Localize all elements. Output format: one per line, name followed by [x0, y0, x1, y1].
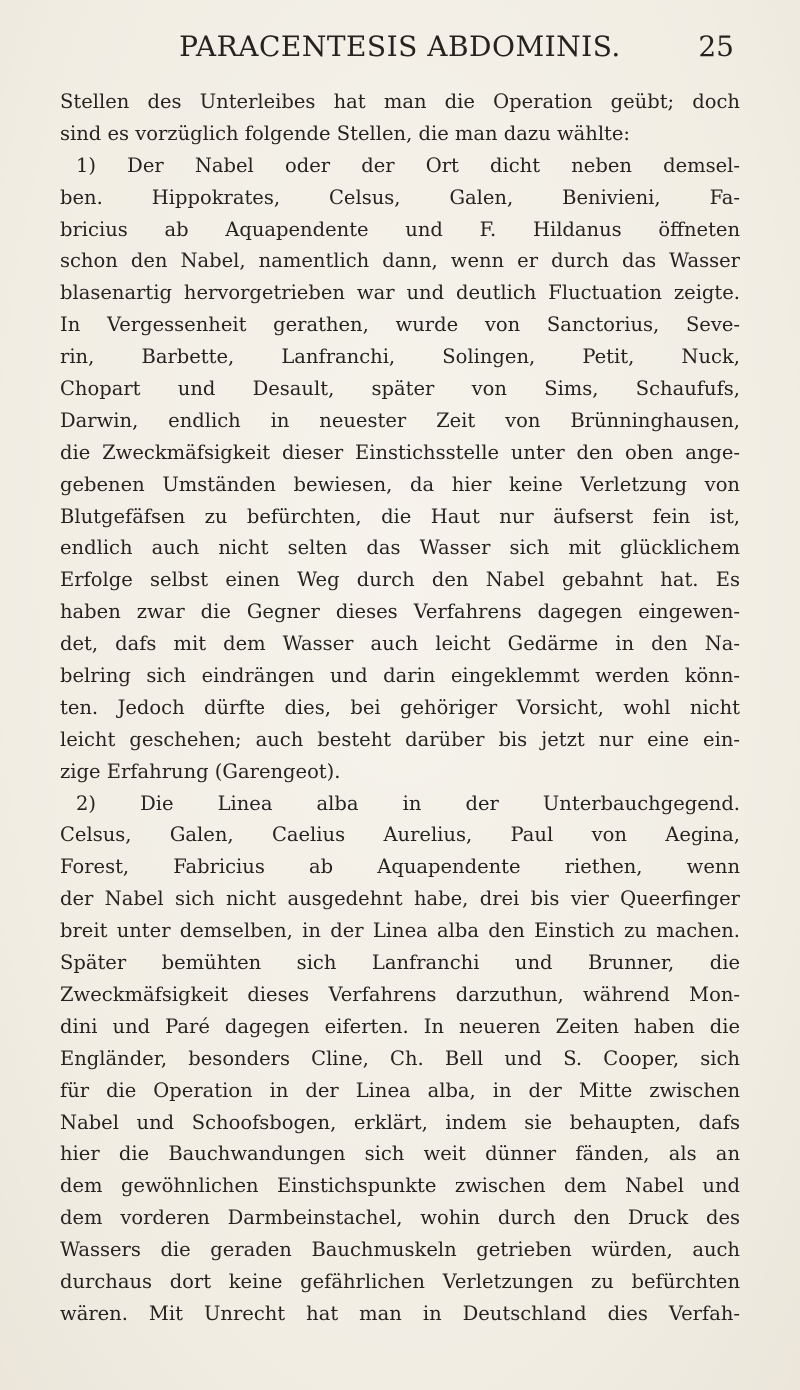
- text-line: Celsus, Galen, Caelius Aurelius, Paul von Aegina,: [60, 823, 740, 847]
- text-line: gebenen Umständen bewiesen, da hier keine Verletzung von: [60, 472, 740, 496]
- text-line: zige Erfahrung (Garengeot).: [60, 759, 341, 783]
- text-line: blasenartig hervorgetrieben war und deutlich Fluctuation zeigte.: [60, 281, 740, 305]
- text-line: dini und Paré dagegen eiferten. In neueren Zeiten haben die: [60, 1014, 740, 1038]
- text-line: 1) Der Nabel oder der Ort dicht neben demsel-: [76, 153, 740, 177]
- text-line: belring sich eindrängen und darin eingeklemmt werden könn-: [60, 664, 740, 688]
- text-line: Chopart und Desault, später von Sims, Schaufufs,: [60, 377, 740, 401]
- text-line: Später bemühten sich Lanfranchi und Brunner, die: [60, 951, 740, 975]
- text-line: Nabel und Schoofsbogen, erklärt, indem sie behaupten, dafs: [60, 1110, 740, 1134]
- text-line: Wassers die geraden Bauchmuskeln getrieben würden, auch: [60, 1238, 740, 1262]
- text-line: Erfolge selbst einen Weg durch den Nabel gebahnt hat. Es: [60, 568, 740, 592]
- text-line: bricius ab Aquapendente und F. Hildanus öffneten: [60, 217, 740, 241]
- text-line: ten. Jedoch dürfte dies, bei gehöriger Vorsicht, wohl nicht: [60, 695, 740, 719]
- text-line: der Nabel sich nicht ausgedehnt habe, drei bis vier Queerfinger: [60, 887, 740, 911]
- text-line: hier die Bauchwandungen sich weit dünner fänden, als an: [60, 1142, 740, 1166]
- text-line: für die Operation in der Linea alba, in der Mitte zwischen: [60, 1078, 740, 1102]
- text-line: Darwin, endlich in neuester Zeit von Brünninghausen,: [60, 408, 740, 432]
- text-line: Blutgefäfsen zu befürchten, die Haut nur äufserst fein ist,: [60, 504, 740, 528]
- text-line: det, dafs mit dem Wasser auch leicht Gedärme in den Na-: [60, 632, 740, 656]
- text-line: Stellen des Unterleibes hat man die Operation geübt; doch: [60, 90, 740, 113]
- text-line: dem vorderen Darmbeinstachel, wohin durch den Druck des: [60, 1206, 740, 1230]
- text-line: leicht geschehen; auch besteht darüber bis jetzt nur eine ein-: [60, 727, 740, 751]
- text-line: ben. Hippokrates, Celsus, Galen, Benivieni, Fa-: [60, 185, 740, 209]
- text-line: Forest, Fabricius ab Aquapendente riethen, wenn: [60, 855, 740, 879]
- text-line: rin, Barbette, Lanfranchi, Solingen, Petit, Nuck,: [60, 345, 740, 369]
- text-line: In Vergessenheit gerathen, wurde von Sanctorius, Seve-: [60, 313, 740, 337]
- text-line: wären. Mit Unrecht hat man in Deutschland dies Verfah-: [60, 1301, 740, 1325]
- text-line: endlich auch nicht selten das Wasser sich mit glücklichem: [60, 536, 740, 560]
- text-line: sind es vorzüglich folgende Stellen, die man dazu wählte:: [60, 121, 631, 145]
- running-title: PARACENTESIS ABDOMINIS.: [179, 30, 621, 63]
- page-header: [60, 30, 740, 70]
- text-line: 2) Die Linea alba in der Unterbauchgegend.: [76, 791, 740, 815]
- text-line: schon den Nabel, namentlich dann, wenn er durch das Wasser: [60, 249, 740, 273]
- text-line: breit unter demselben, in der Linea alba den Einstich zu machen.: [60, 919, 740, 943]
- text-line: dem gewöhnlichen Einstichspunkte zwischen dem Nabel und: [60, 1174, 740, 1198]
- body-text: [60, 86, 740, 1330]
- text-line: haben zwar die Gegner dieses Verfahrens dagegen eingewen-: [60, 600, 740, 624]
- text-line: die Zweckmäfsigkeit dieser Einstichsstelle unter den oben ange-: [60, 440, 740, 464]
- text-line: Engländer, besonders Cline, Ch. Bell und S. Cooper, sich: [60, 1046, 740, 1070]
- text-line: Zweckmäfsigkeit dieses Verfahrens darzuthun, während Mon-: [60, 982, 740, 1006]
- page-number: 25: [698, 30, 734, 63]
- text-line: durchaus dort keine gefährlichen Verletzungen zu befürchten: [60, 1269, 740, 1293]
